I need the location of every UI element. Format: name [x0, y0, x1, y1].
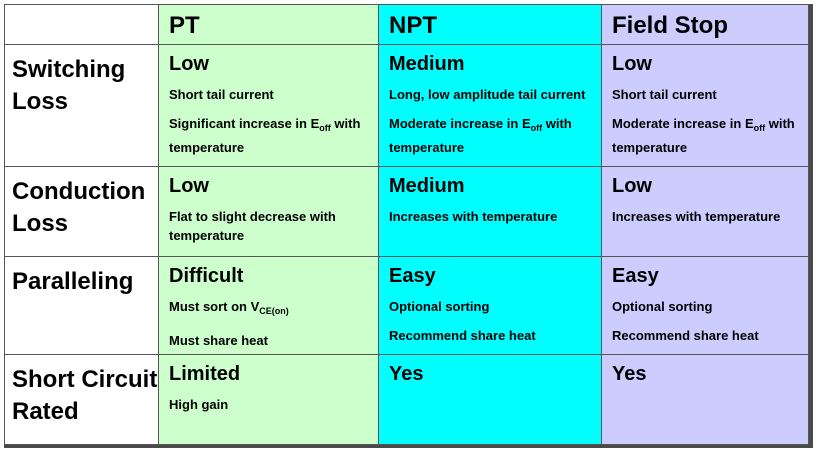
cell-fs-switching: [602, 45, 809, 167]
cell-main-value: Medium: [389, 175, 465, 197]
header-npt-cell: [379, 5, 602, 45]
cell-fs-conduction: [602, 167, 809, 257]
cell-detail-eoff: [159, 114, 378, 157]
header-fs-cell: [602, 5, 809, 45]
row-label-short-circuit-rated: Short Circuit Rated: [12, 366, 158, 425]
cell-main-value: Low: [169, 53, 209, 75]
header-pt-cell: [159, 5, 379, 45]
header-npt: NPT: [389, 12, 437, 39]
row-label-paralleling: Paralleling: [12, 268, 134, 295]
row-label-cell: [5, 257, 159, 355]
cell-detail: Increases with temperature: [389, 209, 558, 224]
table-row-conduction-loss: [5, 167, 809, 257]
detail-subscript: off: [530, 123, 543, 133]
row-label-cell: [5, 355, 159, 445]
row-label-cell: [5, 167, 159, 257]
cell-main-value: Low: [169, 175, 209, 197]
cell-detail: Recommend share heat: [389, 328, 536, 343]
comparison-table-frame: [4, 4, 813, 448]
detail-subscript: off: [319, 123, 331, 133]
header-field-stop: Field Stop: [612, 12, 728, 39]
cell-detail: High gain: [169, 397, 229, 412]
cell-detail: Short tail current: [169, 87, 274, 102]
detail-text: with temperature: [612, 116, 795, 155]
cell-main-value: Easy: [389, 265, 436, 287]
detail-text: with temperature: [389, 116, 572, 155]
cell-main-value: Low: [612, 53, 652, 75]
cell-pt-paralleling: [159, 257, 379, 355]
detail-text: Moderate increase in E: [389, 116, 531, 131]
cell-detail: Optional sorting: [389, 299, 490, 314]
detail-text: with temperature: [169, 116, 361, 155]
igbt-comparison-table: [4, 4, 809, 445]
detail-text: Significant increase in E: [169, 116, 320, 131]
table-row-short-circuit: [5, 355, 809, 445]
cell-detail-eoff: [602, 114, 808, 157]
cell-pt-switching: [159, 45, 379, 167]
cell-main-value: Yes: [612, 363, 647, 385]
detail-text: Moderate increase in E: [612, 116, 754, 131]
cell-detail: Optional sorting: [612, 299, 713, 314]
cell-npt-conduction: [379, 167, 602, 257]
header-row: [5, 5, 809, 45]
cell-detail-vce: [159, 297, 378, 321]
cell-detail: Short tail current: [612, 87, 717, 102]
cell-detail: Recommend share heat: [612, 328, 759, 343]
cell-fs-paralleling: [602, 257, 809, 355]
detail-subscript: off: [753, 123, 766, 133]
header-blank-cell: [5, 5, 159, 45]
row-label-switching-loss: Switching Loss: [12, 56, 126, 115]
cell-main-value: Yes: [389, 363, 424, 385]
cell-main-value: Low: [612, 175, 652, 197]
cell-detail: Flat to slight decrease with temperature: [169, 209, 336, 243]
cell-detail: Must share heat: [169, 333, 268, 348]
cell-detail-eoff: [379, 114, 601, 157]
cell-main-value: Medium: [389, 53, 465, 75]
detail-text: Must sort on V: [169, 299, 260, 314]
cell-npt-paralleling: [379, 257, 602, 355]
row-label-conduction-loss: Conduction Loss: [12, 178, 146, 237]
table-row-switching-loss: [5, 45, 809, 167]
table-row-paralleling: [5, 257, 809, 355]
cell-pt-conduction: [159, 167, 379, 257]
row-label-cell: [5, 45, 159, 167]
cell-pt-short-circuit: [159, 355, 379, 445]
cell-npt-short-circuit: [379, 355, 602, 445]
cell-main-value: Limited: [169, 363, 241, 385]
cell-detail: Long, low amplitude tail current: [389, 87, 586, 102]
cell-npt-switching: [379, 45, 602, 167]
header-pt: PT: [169, 12, 200, 39]
cell-detail: Increases with temperature: [612, 209, 781, 224]
cell-fs-short-circuit: [602, 355, 809, 445]
cell-main-value: Easy: [612, 265, 659, 287]
cell-main-value: Difficult: [169, 265, 244, 287]
detail-subscript: CE(on): [259, 306, 289, 316]
